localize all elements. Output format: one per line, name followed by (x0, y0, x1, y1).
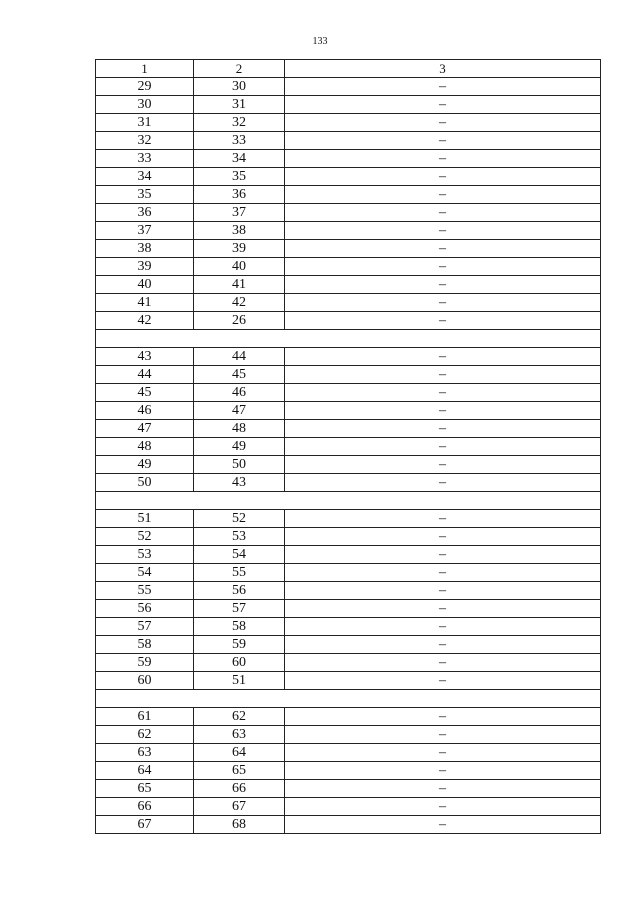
table-cell-col-1: 34 (96, 168, 194, 186)
table-cell-col-2: 64 (194, 744, 285, 762)
table-row (96, 510, 601, 528)
table-cell-col-2: 63 (194, 726, 285, 744)
table-cell-col-2: 66 (194, 780, 285, 798)
table-cell-col-3: – (285, 582, 601, 600)
table-cell-col-2: 42 (194, 294, 285, 312)
table-cell-col-1: 30 (96, 96, 194, 114)
table-cell-col-2: 44 (194, 348, 285, 366)
table-cell-col-3: – (285, 816, 601, 834)
table-cell-col-3: – (285, 402, 601, 420)
table-cell-col-1: 52 (96, 528, 194, 546)
table-cell-col-3: – (285, 366, 601, 384)
table-row (96, 474, 601, 492)
table-cell-col-1: 39 (96, 258, 194, 276)
table-cell-col-2: 65 (194, 762, 285, 780)
table-cell-col-3: – (285, 150, 601, 168)
table-row (96, 78, 601, 96)
table-row (96, 744, 601, 762)
table-cell-col-2: 30 (194, 78, 285, 96)
table-cell-col-3: – (285, 510, 601, 528)
table-cell-col-1: 35 (96, 186, 194, 204)
table-cell-col-3: – (285, 222, 601, 240)
table-cell-col-3: – (285, 96, 601, 114)
table-row (96, 366, 601, 384)
group-separator-row (96, 492, 601, 510)
table-cell-col-1: 44 (96, 366, 194, 384)
table-row (96, 186, 601, 204)
table-row (96, 384, 601, 402)
table-cell-col-2: 50 (194, 456, 285, 474)
table-row (96, 816, 601, 834)
table-row (96, 402, 601, 420)
table-cell-col-2: 48 (194, 420, 285, 438)
table-cell-col-3: – (285, 186, 601, 204)
table-cell-col-2: 45 (194, 366, 285, 384)
table-cell-col-1: 50 (96, 474, 194, 492)
table-cell-col-3: – (285, 132, 601, 150)
table-cell-col-3: – (285, 762, 601, 780)
table-cell-col-2: 47 (194, 402, 285, 420)
table-cell-col-1: 53 (96, 546, 194, 564)
table-cell-col-2: 43 (194, 474, 285, 492)
table-cell-col-1: 47 (96, 420, 194, 438)
table-cell-col-2: 56 (194, 582, 285, 600)
table-row (96, 204, 601, 222)
table-cell-col-3: – (285, 384, 601, 402)
table-row (96, 636, 601, 654)
table-row (96, 150, 601, 168)
table-cell-col-2: 60 (194, 654, 285, 672)
table-cell-col-3: – (285, 564, 601, 582)
table-cell-col-2: 37 (194, 204, 285, 222)
table-cell-col-2: 49 (194, 438, 285, 456)
table-cell-col-3: – (285, 798, 601, 816)
table-row (96, 546, 601, 564)
table-cell-col-2: 53 (194, 528, 285, 546)
table-cell-col-2: 34 (194, 150, 285, 168)
table-cell-col-1: 37 (96, 222, 194, 240)
table-cell-col-1: 41 (96, 294, 194, 312)
table-row (96, 672, 601, 690)
table-row (96, 762, 601, 780)
table-cell-col-3: – (285, 744, 601, 762)
table-cell-col-2: 58 (194, 618, 285, 636)
table-cell-col-2: 26 (194, 312, 285, 330)
page-number: 133 (312, 36, 328, 47)
table-cell-col-2: 33 (194, 132, 285, 150)
table-cell-col-1: 45 (96, 384, 194, 402)
table-cell-col-3: – (285, 240, 601, 258)
table-row (96, 168, 601, 186)
table-cell-col-2: 40 (194, 258, 285, 276)
table-cell-col-1: 62 (96, 726, 194, 744)
group-separator-row (96, 330, 601, 348)
table-cell-col-1: 29 (96, 78, 194, 96)
table-cell-col-2: 54 (194, 546, 285, 564)
table-cell-col-3: – (285, 312, 601, 330)
table-cell-col-1: 54 (96, 564, 194, 582)
header-cell-1: 1 (96, 60, 194, 78)
table-cell-col-2: 41 (194, 276, 285, 294)
table-cell-col-1: 46 (96, 402, 194, 420)
table-cell-col-2: 59 (194, 636, 285, 654)
table-cell-col-1: 61 (96, 708, 194, 726)
table-cell-col-2: 31 (194, 96, 285, 114)
table-cell-col-2: 57 (194, 600, 285, 618)
header-cell-2: 2 (194, 60, 285, 78)
group-separator-cell (96, 492, 601, 510)
table-row (96, 582, 601, 600)
table-cell-col-2: 39 (194, 240, 285, 258)
table-cell-col-1: 57 (96, 618, 194, 636)
table-cell-col-3: – (285, 780, 601, 798)
table-cell-col-1: 64 (96, 762, 194, 780)
table-cell-col-3: – (285, 276, 601, 294)
table-cell-col-3: – (285, 114, 601, 132)
group-separator-cell (96, 690, 601, 708)
table-row (96, 294, 601, 312)
table-cell-col-1: 65 (96, 780, 194, 798)
table-cell-col-1: 55 (96, 582, 194, 600)
table-cell-col-3: – (285, 456, 601, 474)
document-table-container (95, 59, 600, 834)
table-cell-col-3: – (285, 726, 601, 744)
table-cell-col-1: 58 (96, 636, 194, 654)
table-cell-col-1: 38 (96, 240, 194, 258)
table-cell-col-2: 46 (194, 384, 285, 402)
table-cell-col-3: – (285, 78, 601, 96)
table-cell-col-3: – (285, 204, 601, 222)
table-cell-col-1: 43 (96, 348, 194, 366)
group-separator-cell (96, 330, 601, 348)
table-body (96, 60, 601, 834)
table-cell-col-2: 36 (194, 186, 285, 204)
table-row (96, 528, 601, 546)
table-cell-col-3: – (285, 438, 601, 456)
table-cell-col-1: 32 (96, 132, 194, 150)
header-cell-3: 3 (285, 60, 601, 78)
table-cell-col-2: 67 (194, 798, 285, 816)
table-cell-col-3: – (285, 654, 601, 672)
table-row (96, 420, 601, 438)
table-cell-col-3: – (285, 618, 601, 636)
table-cell-col-1: 36 (96, 204, 194, 222)
table-cell-col-3: – (285, 528, 601, 546)
table-cell-col-1: 63 (96, 744, 194, 762)
table-row (96, 780, 601, 798)
table-cell-col-3: – (285, 474, 601, 492)
table-row (96, 726, 601, 744)
table-row (96, 96, 601, 114)
table-header-row (96, 60, 601, 78)
table-row (96, 222, 601, 240)
table-row (96, 438, 601, 456)
table-cell-col-3: – (285, 420, 601, 438)
table-row (96, 564, 601, 582)
table-cell-col-3: – (285, 708, 601, 726)
table-cell-col-1: 59 (96, 654, 194, 672)
table-cell-col-3: – (285, 546, 601, 564)
table-cell-col-1: 40 (96, 276, 194, 294)
table-cell-col-2: 62 (194, 708, 285, 726)
table-cell-col-2: 35 (194, 168, 285, 186)
table-cell-col-3: – (285, 672, 601, 690)
table-cell-col-1: 60 (96, 672, 194, 690)
table-row (96, 600, 601, 618)
table-row (96, 618, 601, 636)
table-cell-col-1: 56 (96, 600, 194, 618)
table-cell-col-3: – (285, 348, 601, 366)
table-row (96, 348, 601, 366)
group-separator-row (96, 690, 601, 708)
table-cell-col-1: 66 (96, 798, 194, 816)
table-cell-col-1: 33 (96, 150, 194, 168)
table-cell-col-3: – (285, 600, 601, 618)
table-cell-col-1: 42 (96, 312, 194, 330)
table-row (96, 708, 601, 726)
table-cell-col-2: 51 (194, 672, 285, 690)
table-row (96, 456, 601, 474)
table-cell-col-3: – (285, 636, 601, 654)
table-row (96, 240, 601, 258)
table-cell-col-1: 31 (96, 114, 194, 132)
table-row (96, 132, 601, 150)
table-cell-col-2: 68 (194, 816, 285, 834)
table-row (96, 654, 601, 672)
document-table (95, 59, 601, 834)
table-cell-col-1: 48 (96, 438, 194, 456)
table-cell-col-3: – (285, 168, 601, 186)
table-row (96, 276, 601, 294)
table-cell-col-1: 49 (96, 456, 194, 474)
table-row (96, 258, 601, 276)
table-row (96, 798, 601, 816)
table-row (96, 312, 601, 330)
table-cell-col-1: 67 (96, 816, 194, 834)
table-cell-col-2: 32 (194, 114, 285, 132)
table-cell-col-2: 52 (194, 510, 285, 528)
table-cell-col-1: 51 (96, 510, 194, 528)
table-row (96, 114, 601, 132)
table-cell-col-3: – (285, 294, 601, 312)
table-cell-col-2: 38 (194, 222, 285, 240)
table-cell-col-3: – (285, 258, 601, 276)
table-cell-col-2: 55 (194, 564, 285, 582)
